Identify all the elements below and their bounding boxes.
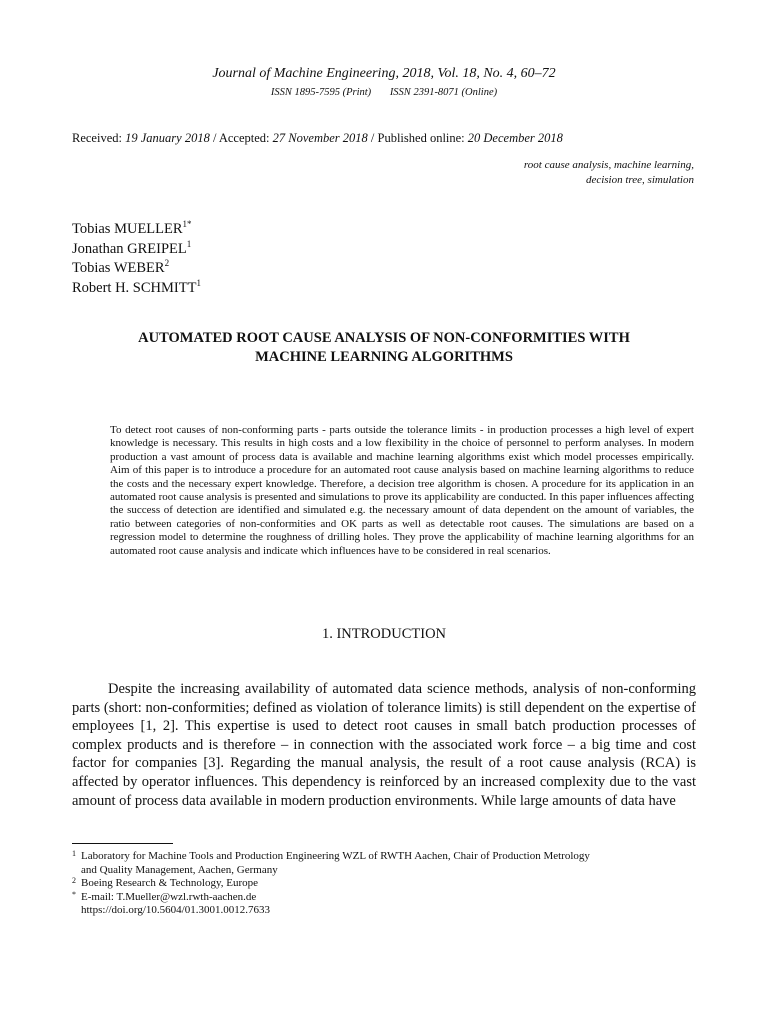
author: Jonathan GREIPEL$^1$	[72, 238, 192, 257]
paper-title	[72, 329, 696, 367]
footnote-email: * E-mail: T.Mueller@wzl.rwth-aachen.de	[72, 889, 257, 903]
footnote-mark: 1	[72, 849, 76, 858]
journal-citation: Journal of Machine Engineering, 2018, Vol. 18, No. 4, 60–72	[212, 66, 556, 81]
footnote-mark: *	[72, 889, 76, 899]
abstract: To detect root causes of non-conforming parts - parts outside the tolerance limits - in production processes a high level of expert knowledge is necessary. This results in high costs and a low flexibility in the choice of personnel to perform analyses. In modern production a vast amount of process data is available and machine learning algorithms exist which model processes empirically. Aim of this paper is to introduce a procedure for an automated root cause analysis based on machine learning algorithms to reduce the costs and the necessary expert knowledge. Therefore, a decision tree algorithm is chosen. A procedure for its application in an automated root cause analysis is presented and simulations to prove its applicability are conducted. In this paper influences affecting the success of detection are identified and simulated e.g. the necessary amount of data dependent on the amount of variables, the ratio between categories of non-conformities and OK parts as well as detectable root causes. The simulations are based on a regression model to determine the roughness of drilling holes. They prove the applicability of machine learning algorithms for an automated root cause analysis and indicate which influences have to be considered in real scenarios.	[110, 424, 694, 557]
accepted-date: 27 November 2018	[272, 131, 368, 145]
introduction-paragraph: Despite the increasing availability of automated data science methods, analysis of non-conforming parts (short: non-conformities; defined as violation of tolerance limits) is still dependent on the expertise of employees [1, 2]. This expertise is used to detect root causes in small batch production processes of complex products and is therefore – in connection with the associated work force – a big time and cost factor for companies [3]. Regarding the manual analysis, the result of a root cause analysis (RCA) is affected by operator influences. This dependency is reinforced by an increased complexity due to the vast amount of process data available in modern production environments. While large amounts of data have	[72, 681, 696, 809]
published-label: / Published online:	[370, 131, 465, 145]
footnotes	[72, 850, 698, 918]
footnote-mark: 2	[72, 876, 76, 885]
accepted-label: / Accepted:	[212, 131, 270, 145]
footnote-divider	[72, 843, 173, 844]
issn-online: ISSN 2391-8071 (Online)	[389, 87, 498, 98]
received-label: Received:	[72, 131, 122, 145]
received-date: 19 January 2018	[125, 131, 210, 145]
author: Tobias WEBER$^2$	[72, 258, 170, 276]
author: Tobias $MUELLER^{1*}$	[72, 219, 192, 237]
keywords-line-2: decision tree, simulation	[585, 174, 694, 186]
keywords	[334, 158, 694, 188]
section-heading: 1. INTRODUCTION	[321, 626, 447, 642]
publication-dates	[72, 131, 712, 146]
footnote-2: 2 Boeing Research & Technology, Europe	[72, 876, 259, 889]
issn-line	[0, 87, 768, 98]
author: Robert H. SCHMITT$^1$	[72, 277, 201, 296]
title-line-1: AUTOMATED ROOT CAUSE ANALYSIS OF NON-CONFORMITIES WITH	[138, 330, 630, 346]
footnote-1: 1 Laboratory for Machine Tools and Production Engineering WZL of RWTH Aachen, Chair of Production Metrology and Quality Management, Aachen, Germany	[72, 849, 590, 876]
issn-print: ISSN 1895-7595 (Print)	[270, 87, 372, 98]
keywords-line-1: root cause analysis, machine learning,	[523, 159, 694, 171]
published-date: 20 December 2018	[467, 131, 563, 145]
title-line-2: MACHINE LEARNING ALGORITHMS	[255, 349, 513, 365]
doi-link[interactable]: https://doi.org/10.5604/01.3001.0012.7633	[81, 904, 270, 916]
author-list	[72, 220, 201, 298]
